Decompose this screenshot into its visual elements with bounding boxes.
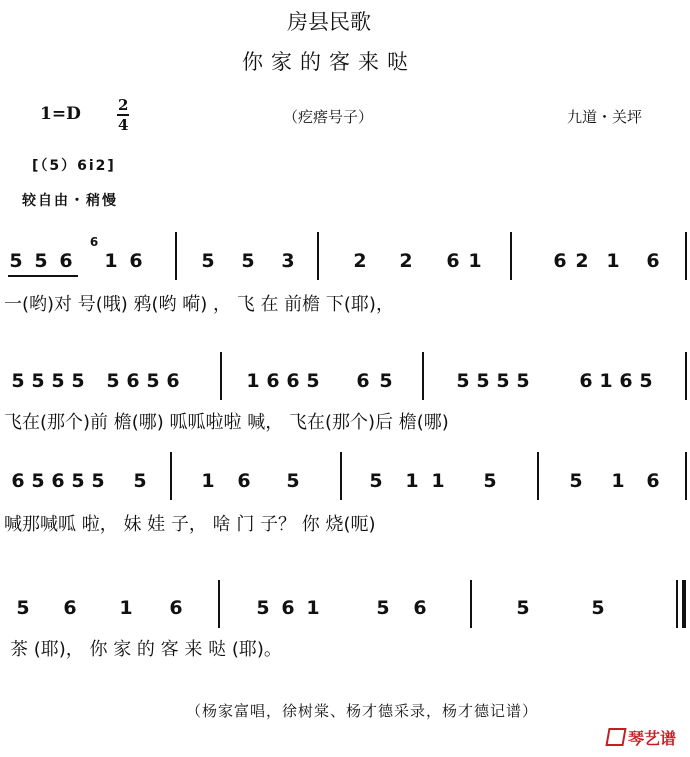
credit-line: （杨家富唱，徐树棠、杨才德采录，杨才德记谱） (186, 702, 539, 720)
genre-label: （疙瘩号子） (283, 108, 374, 126)
tempo-marking: 较自由・稍慢 (22, 193, 118, 209)
intro-notes: [（5）6i2] (32, 158, 116, 174)
lyrics-line-1: 一(哟)对 号(哦) 鸦(哟 嗬) ， 飞 在 前檐 下(耶)， (4, 294, 394, 315)
logo-text: 琴艺谱 (627, 729, 676, 748)
lyrics-line-3: 喊那喊呱 啦， 妹 娃 子， 啥 门 子？ 你 烧(呃) (4, 514, 376, 535)
lyrics-line-2: 飞在(那个)前 檐(哪) 呱呱啦啦 喊， 飞在(那个)后 檐(哪) (4, 412, 449, 433)
time-signature-top: 2 (118, 96, 129, 114)
logo-mark-icon (605, 728, 626, 746)
key-signature: 1=D (40, 104, 81, 124)
site-logo (607, 726, 676, 749)
time-signature-bottom: 4 (118, 116, 129, 134)
lyrics-line-4: 茶 (耶)， 你 家 的 客 来 哒 (耶)。 (10, 639, 282, 660)
collection-title: 房县民歌 (287, 10, 371, 34)
place-label: 九道・关坪 (567, 108, 643, 126)
song-title: 你家的客来哒 (242, 50, 416, 74)
